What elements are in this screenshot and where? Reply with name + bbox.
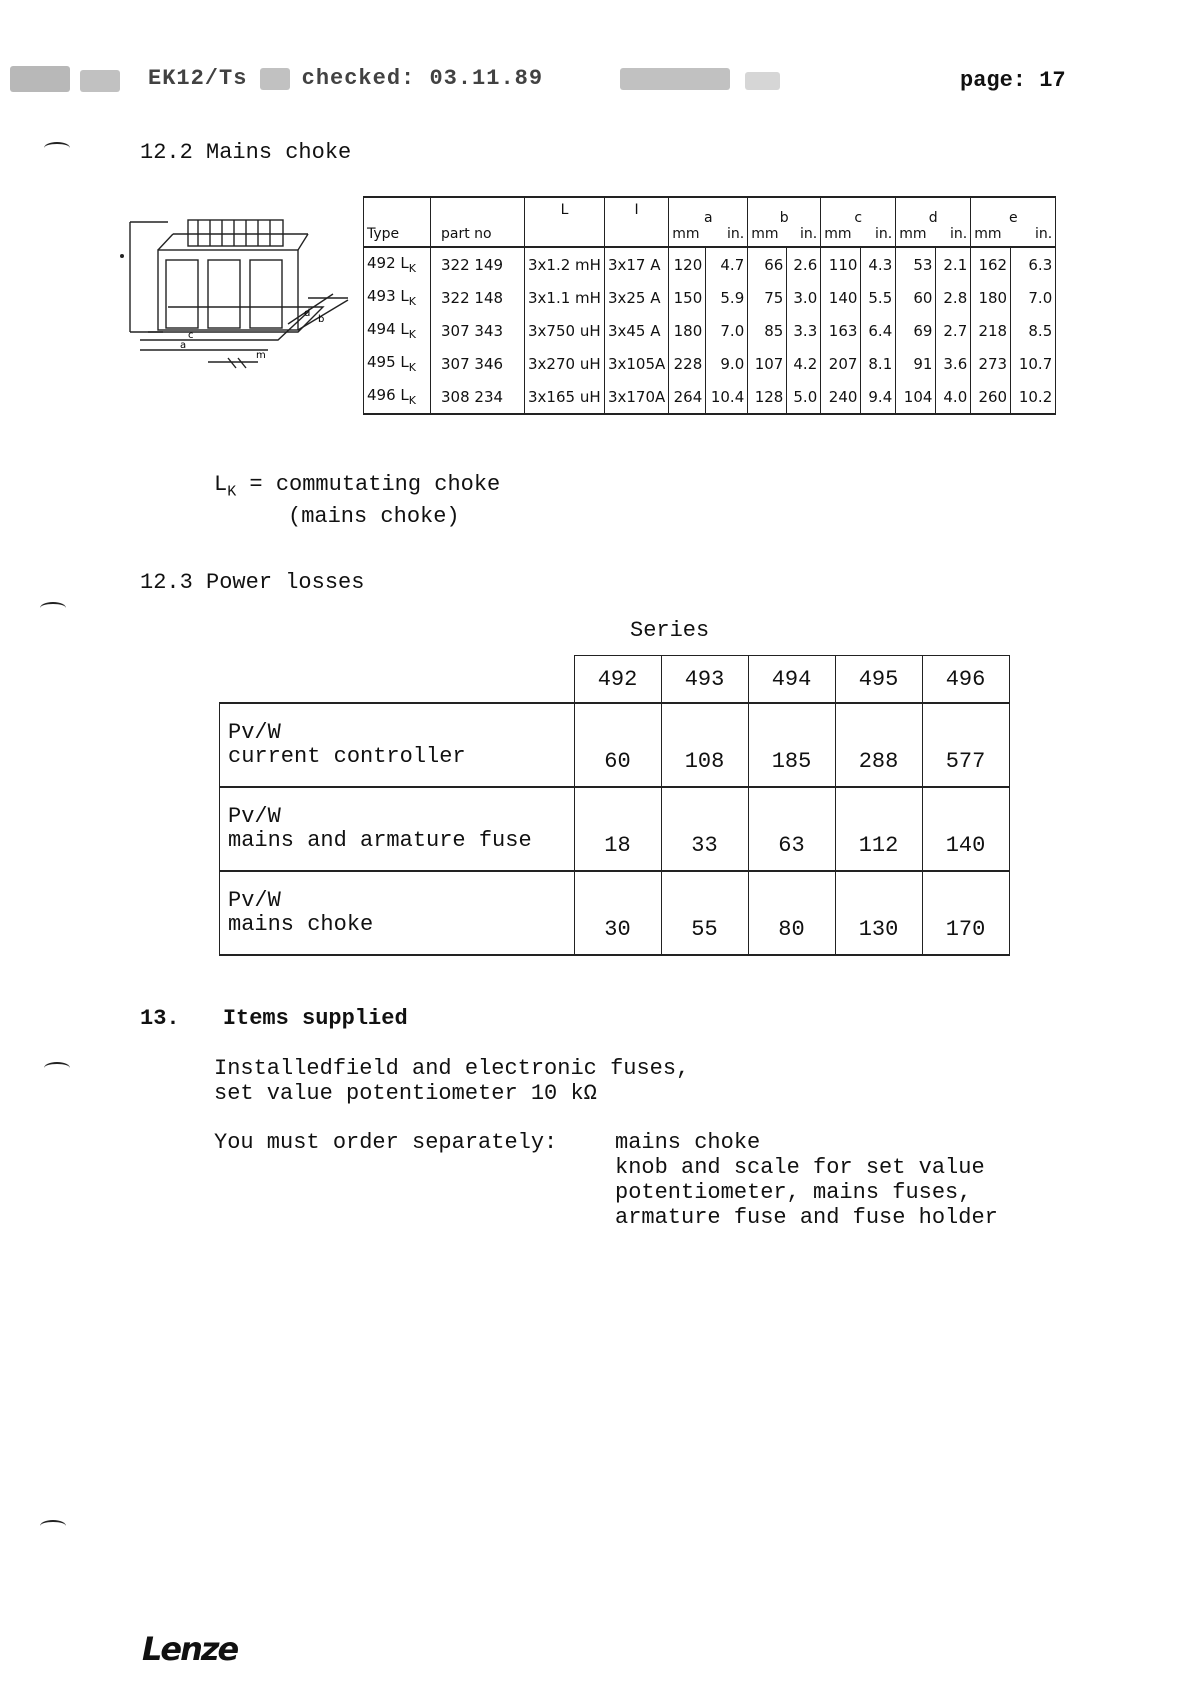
cell-mm: 218 <box>971 314 1011 347</box>
cell-mm: 180 <box>971 281 1011 314</box>
series-header-cell: 494 <box>748 656 835 704</box>
margin-mark <box>44 142 70 154</box>
col-part-no: part no <box>431 197 525 247</box>
cell-mm: 228 <box>669 347 706 380</box>
row-label: Pv/W mains choke <box>220 871 575 955</box>
row-label: Pv/W mains and armature fuse <box>220 787 575 871</box>
unit-mm: mm <box>672 226 700 242</box>
cell-in: 9.0 <box>706 347 748 380</box>
page-indicator <box>960 68 1066 93</box>
cell-in: 2.1 <box>936 247 971 281</box>
margin-mark <box>40 602 66 614</box>
unit-mm: mm <box>974 226 1002 242</box>
order-item: armature fuse and fuse holder <box>615 1205 998 1230</box>
dim-label-m: m <box>256 350 266 361</box>
loss-value-cell: 577 <box>922 703 1009 787</box>
table-row <box>364 347 1056 380</box>
col-inductance: L <box>525 197 605 247</box>
unit-in: in. <box>800 226 818 242</box>
cell-inductance: 3x1.1 mH <box>525 281 605 314</box>
cell-in: 9.4 <box>861 380 896 414</box>
series-header-row <box>220 656 1010 704</box>
header-blank <box>220 656 575 704</box>
mains-choke-table <box>363 196 1056 415</box>
col-a <box>669 197 748 247</box>
table-row <box>220 871 1010 955</box>
section-heading-mains-choke: 12.2 Mains choke <box>140 140 352 165</box>
cell-in: 5.5 <box>861 281 896 314</box>
table-row <box>364 314 1056 347</box>
header-reference <box>148 66 543 91</box>
checked-label: checked: <box>301 66 416 91</box>
dim-label-b: b <box>318 314 325 325</box>
lenze-logo: Lenze <box>142 1630 238 1668</box>
cell-in: 6.3 <box>1011 247 1056 281</box>
table-row <box>220 703 1010 787</box>
cell-mm: 240 <box>821 380 861 414</box>
cell-in: 2.6 <box>787 247 821 281</box>
table-row <box>364 380 1056 414</box>
dim-label-d: d <box>304 308 311 319</box>
loss-value-cell: 130 <box>835 871 922 955</box>
cell-in: 4.2 <box>787 347 821 380</box>
col-a-letter: a <box>703 210 713 226</box>
cell-mm: 75 <box>748 281 787 314</box>
col-b <box>748 197 821 247</box>
section-heading-items-supplied <box>140 1006 408 1031</box>
loss-value-cell: 33 <box>661 787 748 871</box>
col-d <box>896 197 971 247</box>
choke-legend <box>214 472 500 529</box>
loss-value-cell: 55 <box>661 871 748 955</box>
order-item: potentiometer, mains fuses, <box>615 1180 972 1205</box>
cell-type: 496 $L_K$ <box>364 380 431 414</box>
cell-mm: 69 <box>896 314 936 347</box>
cell-mm: 163 <box>821 314 861 347</box>
row-label: Pv/W current controller <box>220 703 575 787</box>
cell-mm: 120 <box>669 247 706 281</box>
unit-mm: mm <box>751 226 779 242</box>
cell-mm: 128 <box>748 380 787 414</box>
unit-in: in. <box>875 226 893 242</box>
order-item: knob and scale for set value <box>615 1155 985 1180</box>
cell-in: 2.7 <box>936 314 971 347</box>
section-heading-power-losses: 12.3 Power losses <box>140 570 365 595</box>
margin-mark <box>44 1062 70 1074</box>
order-separately-label: You must order separately: <box>214 1130 558 1155</box>
cell-mm: 91 <box>896 347 936 380</box>
margin-mark <box>40 1520 66 1532</box>
cell-in: 6.4 <box>861 314 896 347</box>
loss-value-cell: 30 <box>574 871 661 955</box>
col-type: Type <box>364 197 431 247</box>
cell-mm: 104 <box>896 380 936 414</box>
series-header-cell: 495 <box>835 656 922 704</box>
items-line1: Installedfield and electronic fuses, <box>214 1056 690 1081</box>
section-title: Items supplied <box>222 1006 408 1031</box>
cell-mm: 162 <box>971 247 1011 281</box>
cell-in: 5.9 <box>706 281 748 314</box>
cell-mm: 273 <box>971 347 1011 380</box>
cell-mm: 180 <box>669 314 706 347</box>
col-e-letter: e <box>1008 210 1018 226</box>
loss-value-cell: 170 <box>922 871 1009 955</box>
loss-value-cell: 140 <box>922 787 1009 871</box>
items-supplied-text <box>214 1056 689 1106</box>
loss-value-cell: 18 <box>574 787 661 871</box>
order-separately-list <box>615 1130 998 1230</box>
unit-in: in. <box>1035 226 1053 242</box>
cell-mm: 150 <box>669 281 706 314</box>
cell-in: 10.2 <box>1011 380 1056 414</box>
loss-value-cell: 60 <box>574 703 661 787</box>
cell-in: 4.0 <box>936 380 971 414</box>
cell-in: 5.0 <box>787 380 821 414</box>
cell-mm: 60 <box>896 281 936 314</box>
cell-in: 7.0 <box>1011 281 1056 314</box>
col-e <box>971 197 1056 247</box>
unit-mm: mm <box>824 226 852 242</box>
cell-mm: 85 <box>748 314 787 347</box>
cell-type: 494 $L_K$ <box>364 314 431 347</box>
doc-ref: EK12/Ts <box>148 66 248 91</box>
loss-value-cell: 185 <box>748 703 835 787</box>
cell-type: 492 $L_K$ <box>364 247 431 281</box>
cell-inductance: 3x270 uH <box>525 347 605 380</box>
col-d-letter: d <box>928 210 938 226</box>
table-header-row <box>364 197 1056 247</box>
loss-value-cell: 63 <box>748 787 835 871</box>
cell-in: 8.5 <box>1011 314 1056 347</box>
unit-in: in. <box>950 226 968 242</box>
cell-part-no: 307 346 <box>431 347 525 380</box>
col-b-letter: b <box>779 210 789 226</box>
checked-date: 03.11.89 <box>429 66 544 91</box>
cell-in: 3.3 <box>787 314 821 347</box>
series-header-cell: 492 <box>574 656 661 704</box>
cell-inductance: 3x165 uH <box>525 380 605 414</box>
cell-current: 3x105A <box>604 347 668 380</box>
cell-in: 10.7 <box>1011 347 1056 380</box>
loss-value-cell: 288 <box>835 703 922 787</box>
cell-in: 3.0 <box>787 281 821 314</box>
cell-current: 3x170A <box>604 380 668 414</box>
cell-part-no: 322 149 <box>431 247 525 281</box>
loss-value-cell: 108 <box>661 703 748 787</box>
order-item: mains choke <box>615 1130 761 1155</box>
cell-type: 493 $L_K$ <box>364 281 431 314</box>
cell-mm: 264 <box>669 380 706 414</box>
cell-inductance: 3x1.2 mH <box>525 247 605 281</box>
cell-mm: 260 <box>971 380 1011 414</box>
series-header-cell: 496 <box>922 656 1009 704</box>
items-line2: set value potentiometer 10 kΩ <box>214 1081 597 1106</box>
cell-in: 2.8 <box>936 281 971 314</box>
series-label: Series <box>630 618 710 643</box>
cell-current: 3x45 A <box>604 314 668 347</box>
section-number: 13. <box>140 1006 180 1031</box>
cell-current: 3x25 A <box>604 281 668 314</box>
cell-mm: 207 <box>821 347 861 380</box>
cell-current: 3x17 A <box>604 247 668 281</box>
col-c <box>821 197 896 247</box>
loss-value-cell: 80 <box>748 871 835 955</box>
cell-type: 495 $L_K$ <box>364 347 431 380</box>
table-row <box>364 281 1056 314</box>
cell-in: 8.1 <box>861 347 896 380</box>
cell-mm: 140 <box>821 281 861 314</box>
col-c-letter: c <box>854 210 863 226</box>
cell-mm: 66 <box>748 247 787 281</box>
cell-in: 7.0 <box>706 314 748 347</box>
page-label: page: <box>960 68 1027 93</box>
cell-mm: 53 <box>896 247 936 281</box>
cell-in: 10.4 <box>706 380 748 414</box>
dim-label-a: a <box>180 340 187 351</box>
cell-part-no: 308 234 <box>431 380 525 414</box>
loss-value-cell: 112 <box>835 787 922 871</box>
legend-symbol-sub: K <box>227 483 237 501</box>
page-number: 17 <box>1039 68 1066 93</box>
table-row <box>220 787 1010 871</box>
cell-mm: 110 <box>821 247 861 281</box>
legend-symbol: L <box>214 472 228 497</box>
unit-in: in. <box>727 226 745 242</box>
cell-mm: 107 <box>748 347 787 380</box>
choke-drawing <box>118 212 358 382</box>
cell-inductance: 3x750 uH <box>525 314 605 347</box>
table-row <box>364 247 1056 281</box>
cell-in: 4.3 <box>861 247 896 281</box>
unit-mm: mm <box>899 226 927 242</box>
power-losses-table <box>219 655 1010 956</box>
legend-line1: = commutating choke <box>249 472 501 497</box>
cell-part-no: 322 148 <box>431 281 525 314</box>
cell-in: 3.6 <box>936 347 971 380</box>
col-current: I <box>604 197 668 247</box>
series-header-cell: 493 <box>661 656 748 704</box>
legend-line2: (mains choke) <box>288 504 460 530</box>
cell-part-no: 307 343 <box>431 314 525 347</box>
dim-label-c: c <box>188 330 194 341</box>
cell-in: 4.7 <box>706 247 748 281</box>
